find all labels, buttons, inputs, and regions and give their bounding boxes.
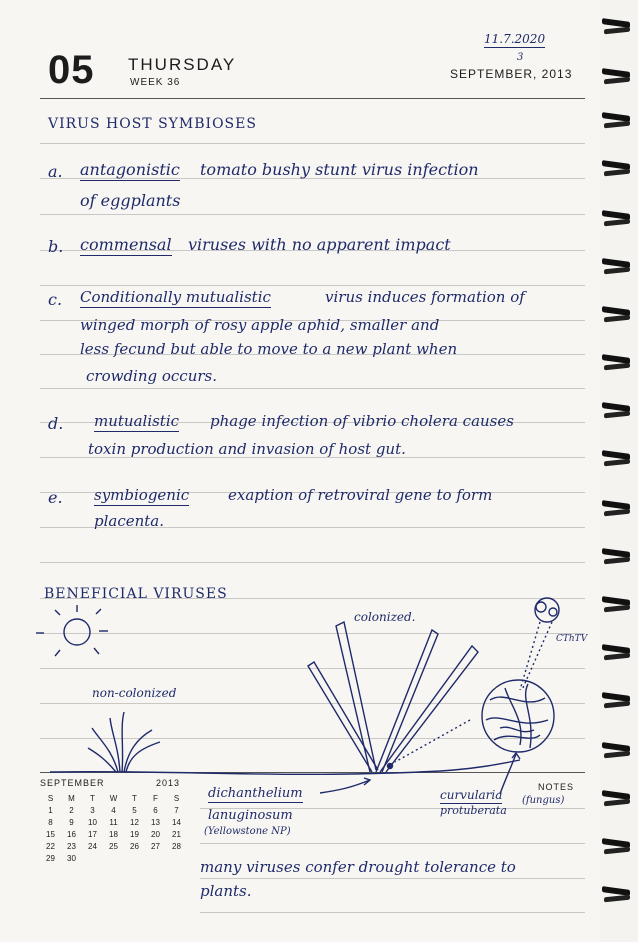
calendar-day: 4 (111, 806, 116, 815)
item-letter: e. (48, 488, 63, 507)
note-line: many viruses confer drought tolerance to (200, 858, 516, 876)
calendar-day: 25 (109, 842, 118, 851)
calendar-day: 14 (172, 818, 181, 827)
ground-line (50, 760, 520, 774)
weekday-header: S (173, 794, 180, 803)
item-keyword: Conditionally mutualistic (80, 288, 271, 306)
weekday-header: F (153, 794, 158, 803)
calendar-day: 9 (69, 818, 74, 827)
label-fungus-note: (fungus) (522, 795, 565, 806)
item-keyword: mutualistic (94, 412, 180, 430)
item-letter: a. (48, 162, 63, 181)
calendar-day: 12 (130, 818, 139, 827)
handwritten-date: 11.7.2020 (484, 32, 546, 46)
label-non-colonized: non-colonized (92, 686, 177, 700)
calendar-day: 13 (151, 818, 160, 827)
calendar-day: 23 (67, 842, 76, 851)
calendar-day: 8 (48, 818, 53, 827)
item-text: virus induces formation of (325, 288, 525, 306)
item-text: less fecund but able to move to a new plant when (80, 340, 458, 358)
calendar-day: 5 (132, 806, 137, 815)
label-plant-name: dichanthelium (208, 786, 303, 801)
item-text: phage infection of vibrio cholera causes (210, 412, 514, 430)
item-text: of eggplants (80, 191, 181, 210)
plant-label-arrow (320, 780, 370, 793)
item-letter: d. (48, 414, 64, 433)
weekday-label: THURSDAY (128, 55, 237, 74)
calendar-day: 20 (151, 830, 160, 839)
calendar-day: 27 (151, 842, 160, 851)
label-virus: CThTV (556, 634, 588, 644)
label-fungus-name: curvularia (440, 788, 503, 802)
label-fungus-species: protuberata (440, 804, 507, 817)
label-plant-species: lanuginosum (208, 808, 293, 823)
note-line: plants. (200, 882, 252, 900)
calendar-day: 19 (130, 830, 139, 839)
spiral-binding (600, 0, 638, 942)
calendar-grid (40, 794, 190, 863)
calendar-day: 29 (46, 854, 55, 863)
calendar-day: 6 (153, 806, 158, 815)
weekday-header: M (68, 794, 75, 803)
tall-grass-icon (308, 622, 478, 772)
calendar-day: 24 (88, 842, 97, 851)
small-plant-icon (88, 712, 160, 772)
notes-label: NOTES (538, 782, 575, 792)
calendar-day: 15 (46, 830, 55, 839)
weekday-header: T (90, 794, 95, 803)
calendar-day: 28 (172, 842, 181, 851)
calendar-day: 10 (88, 818, 97, 827)
item-text: placenta. (94, 512, 165, 530)
weekday-header: W (109, 794, 118, 803)
day-number: 05 (48, 48, 95, 92)
label-colonized: colonized. (354, 610, 416, 624)
week-label: WEEK 36 (130, 77, 181, 88)
calendar-day: 18 (109, 830, 118, 839)
item-text: exaption of retroviral gene to form (228, 486, 493, 504)
sun-icon (36, 605, 108, 656)
item-letter: c. (48, 290, 63, 309)
zoom-lines (395, 622, 552, 762)
section-title: VIRUS HOST SYMBIOSES (48, 116, 257, 132)
label-plant-location: (Yellowstone NP) (204, 826, 291, 837)
item-text: toxin production and invasion of host gut. (88, 440, 406, 458)
weekday-header: T (132, 794, 137, 803)
calendar-day: 17 (88, 830, 97, 839)
calendar-month: SEPTEMBER (40, 778, 105, 788)
calendar-day: 2 (69, 806, 74, 815)
calendar-day: 11 (109, 818, 118, 827)
weekday-header: S (47, 794, 54, 803)
item-letter: b. (48, 237, 64, 256)
calendar-year: 2013 (155, 778, 180, 788)
calendar-day: 16 (67, 830, 76, 839)
calendar-day: 22 (46, 842, 55, 851)
item-text: viruses with no apparent impact (188, 235, 451, 254)
item-keyword: symbiogenic (94, 486, 190, 504)
section2-title: BENEFICIAL VIRUSES (44, 586, 228, 602)
calendar-day: 1 (48, 806, 53, 815)
item-keyword: commensal (80, 235, 172, 254)
calendar-day: 30 (67, 854, 76, 863)
calendar-day: 21 (172, 830, 181, 839)
month-year-label: SEPTEMBER, 2013 (450, 67, 573, 81)
calendar-day: 7 (174, 806, 179, 815)
virus-icon (535, 598, 559, 622)
mini-calendar (40, 778, 190, 863)
item-text: tomato bushy stunt virus infection (200, 160, 479, 179)
colonized-spot (388, 764, 393, 769)
item-text: crowding occurs. (86, 367, 218, 385)
calendar-day: 26 (130, 842, 139, 851)
item-keyword: antagonistic (80, 160, 180, 179)
fungus-hyphae-icon (482, 680, 554, 752)
calendar-day: 3 (90, 806, 95, 815)
item-text: winged morph of rosy apple aphid, smaller and (80, 316, 440, 334)
handwritten-number: 3 (517, 52, 524, 63)
